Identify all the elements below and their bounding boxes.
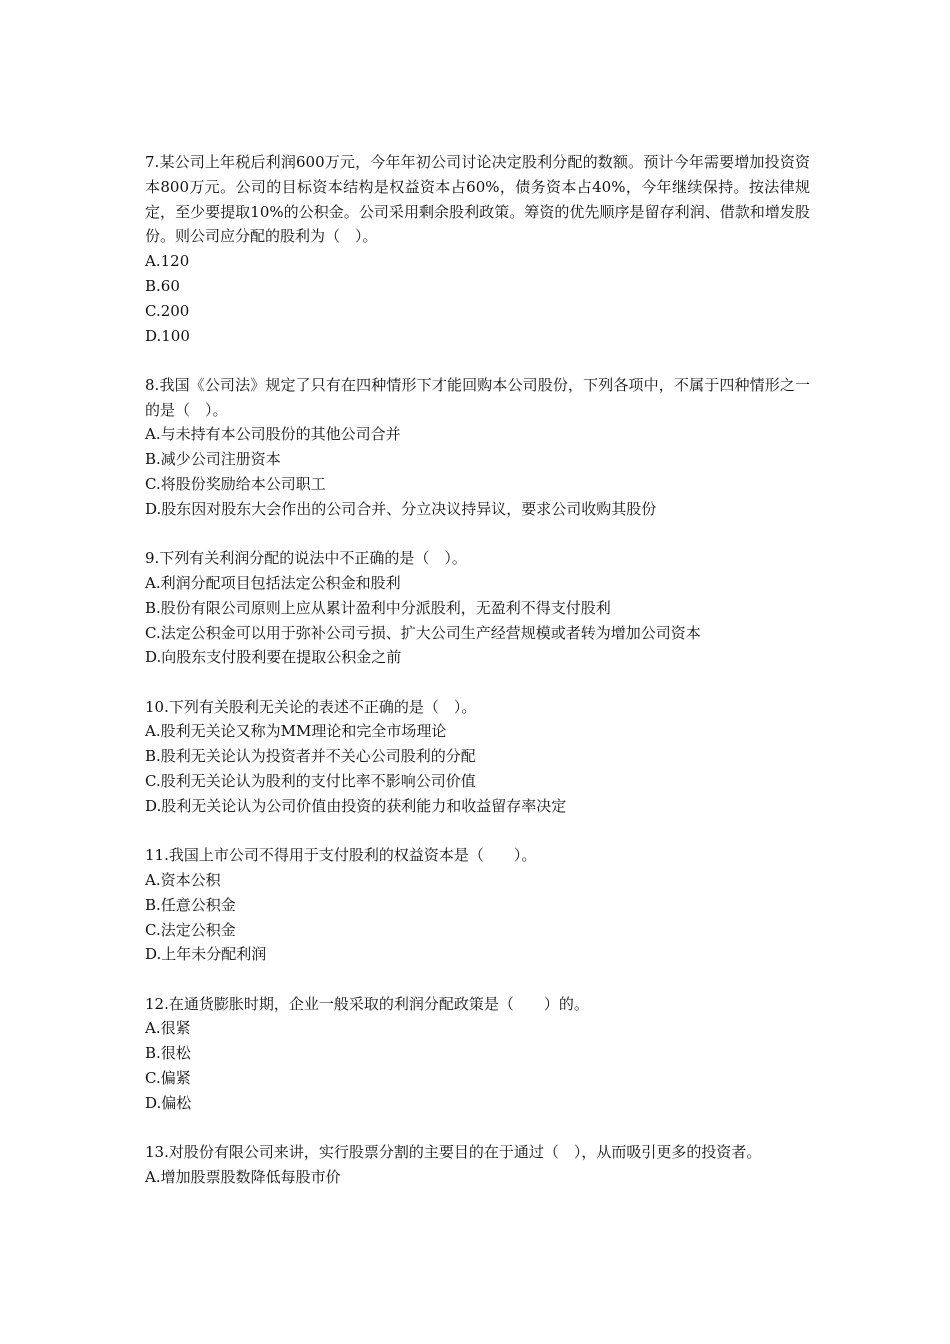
option-d: D.上年未分配利润 xyxy=(145,945,267,964)
question-8 xyxy=(145,373,810,522)
option-a: A.股利无关论又称为MM理论和完全市场理论 xyxy=(145,722,447,741)
option-d: D.向股东支付股利要在提取公积金之前 xyxy=(145,648,402,667)
question-text: 8.我国《公司法》规定了只有在四种情形下才能回购本公司股份，下列各项中，不属于四种情形之一的是（ ）。 xyxy=(145,375,810,419)
option-d: D.100 xyxy=(145,326,190,345)
question-9 xyxy=(145,546,810,670)
question-7 xyxy=(145,150,810,348)
question-13 xyxy=(145,1140,810,1190)
option-c: C.法定公积金可以用于弥补公司亏损、扩大公司生产经营规模或者转为增加公司资本 xyxy=(145,623,701,642)
option-a: A.利润分配项目包括法定公积金和股利 xyxy=(145,573,401,592)
question-11 xyxy=(145,843,810,967)
option-c: C.法定公积金 xyxy=(145,920,236,939)
option-c: C.偏紧 xyxy=(145,1069,191,1087)
option-b: B.60 xyxy=(145,276,180,295)
option-d: D.股利无关论认为公司价值由投资的获利能力和收益留存率决定 xyxy=(145,796,567,815)
question-10 xyxy=(145,695,810,819)
question-list xyxy=(145,150,810,1214)
option-a: A.很紧 xyxy=(145,1019,191,1038)
question-text: 12.在通货膨胀时期，企业一般采取的利润分配政策是（ ）的。 xyxy=(145,994,589,1013)
option-b: B.减少公司注册资本 xyxy=(145,450,281,469)
option-b: B.股利无关论认为投资者并不关心公司股利的分配 xyxy=(145,747,476,766)
option-b: B.任意公积金 xyxy=(145,895,236,914)
option-a: A.120 xyxy=(145,252,190,271)
option-c: C.股利无关论认为股利的支付比率不影响公司价值 xyxy=(145,772,476,791)
option-a: A.增加股票股数降低每股市价 xyxy=(145,1167,341,1186)
option-c: C.将股份奖励给本公司职工 xyxy=(145,475,326,494)
option-b: B.很松 xyxy=(145,1044,191,1063)
option-c: C.200 xyxy=(145,301,190,320)
question-text: 11.我国上市公司不得用于支付股利的权益资本是（ ）。 xyxy=(145,846,537,865)
question-12 xyxy=(145,992,810,1116)
question-text: 13.对股份有限公司来讲，实行股票分割的主要目的在于通过（ ），从而吸引更多的投资者。 xyxy=(145,1143,762,1162)
option-b: B.股份有限公司原则上应从累计盈利中分派股利，无盈利不得支付股利 xyxy=(145,598,611,617)
option-a: A.资本公积 xyxy=(145,870,221,889)
question-text: 9.下列有关利润分配的说法中不正确的是（ ）。 xyxy=(145,549,467,568)
question-text: 7.某公司上年税后利润600万元，今年年初公司讨论决定股利分配的数额。预计今年需要增加投资资本800万元。公司的目标资本结构是权益资本占60%，债务资本占40%，今年继续保持。按法律规定，至少要提取10%的公积金。公司采用剩余股利政策。筹资的优先顺序是留存利润、借款和增发股份。则公司应分配的股利为（ ）。 xyxy=(145,153,810,246)
option-d: D.股东因对股东大会作出的公司合并、分立决议持异议，要求公司收购其股份 xyxy=(145,499,657,518)
option-a: A.与未持有本公司股份的其他公司合并 xyxy=(145,425,401,444)
question-text: 10.下列有关股利无关论的表述不正确的是（ ）。 xyxy=(145,697,477,716)
option-d: D.偏松 xyxy=(145,1093,192,1112)
